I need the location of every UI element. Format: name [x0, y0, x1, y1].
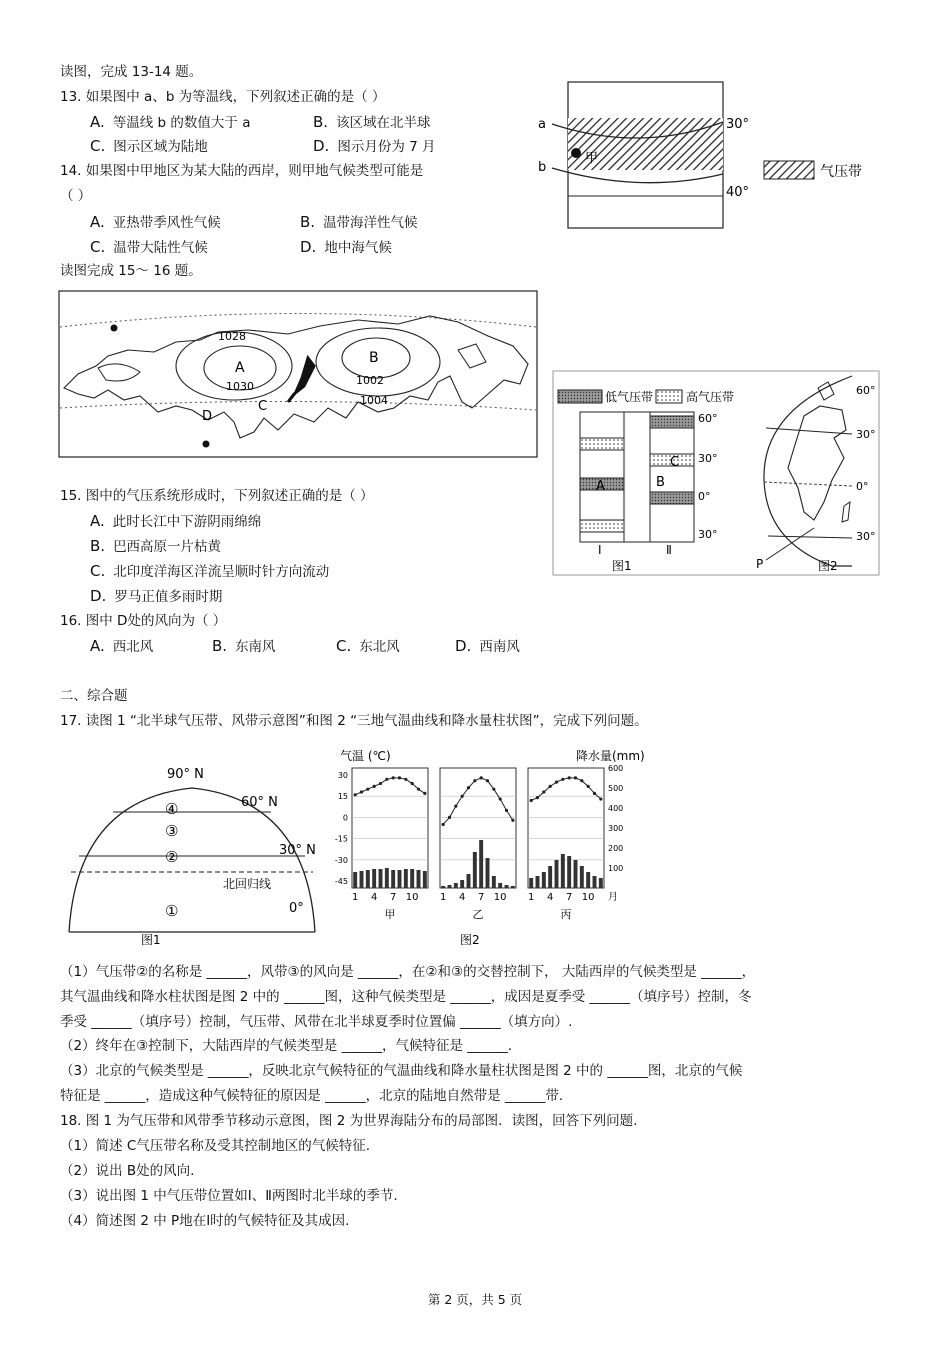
- month-tick-label: 7: [389, 892, 397, 903]
- globe-lat-30s: 30°: [856, 530, 876, 543]
- temperature-point: [417, 788, 420, 791]
- map-label-c: C: [258, 399, 268, 414]
- zone-1: ①: [165, 902, 179, 920]
- month-tick-label: 10: [493, 892, 507, 903]
- intro-13-14: 读图，完成 13-14 题。: [60, 64, 203, 80]
- temperature-point: [454, 805, 457, 808]
- precip-bar: [404, 869, 408, 888]
- temperature-point: [480, 776, 483, 779]
- temperature-point: [599, 797, 602, 800]
- belt-lat-60: 60°: [698, 412, 718, 425]
- lat-30-label-17: 30° N: [279, 843, 316, 858]
- zone-4: ④: [165, 800, 179, 818]
- temperature-point: [536, 796, 539, 799]
- temperature-point: [461, 795, 464, 798]
- q14-stem: 14. 如果图中甲地区为某大陆的西岸，则甲地气候类型可能是: [60, 163, 424, 179]
- precip-bar: [486, 858, 490, 888]
- q17-stem: 17. 读图 1 “北半球气压带、风带示意图”和图 2 “三地气温曲线和降水量柱状图”，完成下列问题。: [60, 713, 648, 729]
- map-label-a: A: [235, 360, 245, 376]
- precip-bar: [511, 886, 515, 888]
- temperature-point: [411, 782, 414, 785]
- q18-item-2: （2）说出 B处的风向.: [60, 1163, 195, 1179]
- q13-stem: 13. 如果图中 a、b 为等温线，下列叙述正确的是（ ）: [60, 89, 386, 105]
- q17-p3-line2: 特征是 ______，造成这种气候特征的原因是 ______，北京的陆地自然带是 ______带.: [60, 1088, 564, 1104]
- section-2-title: 二、综合题: [60, 688, 128, 704]
- precip-bar: [505, 885, 509, 888]
- station-panel: [528, 768, 604, 888]
- month-tick-label: 4: [458, 892, 466, 903]
- temp-tick-label: -15: [334, 834, 348, 844]
- temperature-point: [448, 816, 451, 819]
- intro-15-16: 读图完成 15～ 16 题。: [60, 263, 202, 279]
- precip-bar: [536, 876, 540, 888]
- precip-bar: [498, 883, 502, 888]
- precip-tick-label: 400: [608, 804, 624, 813]
- temperature-point: [373, 785, 376, 788]
- station-label: 甲: [384, 908, 396, 921]
- temperature-point: [511, 819, 514, 822]
- globe-lat-0: 0°: [856, 480, 869, 493]
- globe-lat-30: 30°: [856, 428, 876, 441]
- legend-low-label: 低气压带: [605, 390, 654, 404]
- column-ii-label: Ⅱ: [666, 543, 672, 557]
- temperature-point: [587, 785, 590, 788]
- precip-bar: [473, 852, 477, 888]
- precip-bar: [385, 868, 389, 888]
- temperature-point: [398, 776, 401, 779]
- legend-high-label: 高气压带: [686, 390, 735, 404]
- temperature-point: [492, 788, 495, 791]
- belt-label-a: A: [596, 479, 605, 494]
- belt-lat-30: 30°: [698, 452, 718, 465]
- precip-bar: [353, 872, 357, 888]
- precip-bar: [586, 872, 590, 888]
- precip-bar: [372, 869, 376, 888]
- q14-option-d[interactable]: D. 地中海气候: [300, 238, 392, 256]
- page-number: 第 2 页，共 5 页: [427, 1292, 523, 1307]
- q17-p3-line1: （3）北京的气候类型是 ______，反映北京气候特征的气温曲线和降水量柱状图是图 2 中的 ______图，北京的气候: [60, 1063, 743, 1079]
- lat-30-label: 30°: [726, 117, 750, 132]
- temperature-point: [385, 778, 388, 781]
- precip-tick-label: 300: [608, 824, 624, 833]
- precip-tick-label: 500: [608, 784, 624, 793]
- precip-bar: [360, 871, 364, 888]
- station-label: 丙: [560, 908, 572, 921]
- map-label-d: D: [202, 409, 213, 424]
- q18-item-1: （1）简述 C气压带名称及受其控制地区的气候特征.: [60, 1138, 371, 1154]
- precip-bar: [561, 854, 565, 888]
- city-point-1: [111, 325, 118, 332]
- precip-bar: [391, 870, 395, 888]
- precip-bar: [593, 876, 597, 888]
- q15-option-c[interactable]: C. 北印度洋海区洋流呈顺时针方向流动: [90, 562, 330, 580]
- isobar-label-1028: 1028: [218, 330, 246, 343]
- precip-bar: [410, 869, 414, 888]
- legend-label: 气压带: [820, 164, 862, 180]
- precip-bar: [398, 870, 402, 888]
- temperature-point: [486, 779, 489, 782]
- precip-bar: [529, 878, 533, 888]
- temperature-point: [473, 779, 476, 782]
- jia-point: [571, 148, 581, 158]
- temperature-point: [530, 799, 533, 802]
- precip-bar: [454, 883, 458, 888]
- precip-bar: [567, 856, 571, 888]
- temperature-point: [555, 781, 558, 784]
- belt-label-c: C: [670, 455, 680, 470]
- temperature-point: [580, 779, 583, 782]
- hemisphere-outline: [69, 788, 315, 932]
- q13-option-b[interactable]: B. 该区域在北半球: [313, 113, 431, 131]
- precip-bar: [479, 840, 483, 888]
- label-p: P: [756, 557, 764, 571]
- precip-bar: [460, 880, 464, 888]
- q15-stem: 15. 图中的气压系统形成时，下列叙述正确的是（ ）: [60, 488, 374, 504]
- station-panel: [440, 768, 516, 888]
- temperature-point: [423, 792, 426, 795]
- q14-option-a[interactable]: A. 亚热带季风性气候: [90, 213, 221, 231]
- tropic-label: 北回归线: [223, 877, 272, 891]
- temperature-point: [392, 776, 395, 779]
- q15-option-a[interactable]: A. 此时长江中下游阴雨绵绵: [90, 512, 262, 530]
- temperature-point: [366, 788, 369, 791]
- isobar-label-1004: 1004: [360, 394, 388, 407]
- month-tick-label: 4: [370, 892, 378, 903]
- q18-item-4: （4）简述图 2 中 P地在Ⅰ时的气候特征及其成因.: [60, 1213, 350, 1229]
- lat-60-label: 60° N: [241, 795, 278, 810]
- precip-bar: [548, 866, 552, 888]
- globe-lat-60: 60°: [856, 384, 876, 397]
- temperature-point: [442, 823, 445, 826]
- climate-charts: [330, 740, 655, 948]
- precip-tick-label: 600: [608, 764, 624, 773]
- month-tick-label: 4: [546, 892, 554, 903]
- temperature-point: [561, 778, 564, 781]
- lat-90-label: 90° N: [167, 767, 204, 782]
- legend-high-swatch: [656, 390, 682, 403]
- belt-shift-figure: [552, 370, 880, 576]
- month-tick-label: 1: [527, 892, 535, 903]
- q13-option-d[interactable]: D. 图示月份为 7 月: [313, 137, 436, 155]
- q13-option-a[interactable]: A. 等温线 b 的数值大于 a: [90, 113, 251, 131]
- precip-bar: [448, 885, 452, 888]
- temp-tick-label: 0: [342, 813, 348, 823]
- precip-bar: [574, 860, 578, 888]
- belt-lat-30s: 30°: [698, 528, 718, 541]
- precip-bar: [417, 870, 421, 888]
- temperature-point: [360, 790, 363, 793]
- q14-paren: （ ）: [60, 188, 92, 204]
- month-tick-label: 10: [405, 892, 419, 903]
- pressure-belt-figure: [530, 78, 890, 233]
- temp-tick-label: 30: [337, 771, 348, 781]
- precip-tick-label: 100: [608, 864, 624, 873]
- temp-axis-title: 气温 (℃): [340, 749, 391, 763]
- precip-bar: [441, 886, 445, 888]
- legend-low-swatch: [558, 390, 602, 403]
- asia-pressure-map: [58, 290, 538, 458]
- q18-stem: 18. 图 1 为气压带和风带季节移动示意图，图 2 为世界海陆分布的局部图．读图，回答下列问题.: [60, 1113, 638, 1129]
- figure-2-caption: 图2: [818, 559, 838, 573]
- lat-0-label: 0°: [289, 901, 304, 916]
- month-tick-label: 1: [351, 892, 359, 903]
- month-tick-label: 7: [565, 892, 573, 903]
- q14-option-c[interactable]: C. 温带大陆性气候: [90, 238, 208, 256]
- zone-3: ③: [165, 822, 179, 840]
- q16-option-d[interactable]: D. 西南风: [455, 637, 520, 655]
- city-point-2: [203, 441, 210, 448]
- legend-swatch: [764, 161, 814, 179]
- precip-bar: [542, 872, 546, 888]
- month-tick-label: 1: [439, 892, 447, 903]
- q14-option-b[interactable]: B. 温带海洋性气候: [300, 213, 418, 231]
- column-i-label: Ⅰ: [598, 543, 602, 557]
- q15-option-d[interactable]: D. 罗马正值多雨时期: [90, 587, 223, 605]
- temperature-point: [593, 792, 596, 795]
- belt-lat-0: 0°: [698, 490, 711, 503]
- q16-option-b[interactable]: B. 东南风: [212, 637, 276, 655]
- q17-p2: （2）终年在③控制下，大陆西岸的气候类型是 ______，气候特征是 ______.: [60, 1038, 513, 1054]
- q16-option-a[interactable]: A. 西北风: [90, 637, 154, 655]
- month-tick-label: 7: [477, 892, 485, 903]
- temp-tick-label: -30: [334, 855, 348, 865]
- precip-axis-title: 降水量(mm): [576, 749, 645, 763]
- precip-bar: [492, 876, 496, 888]
- q13-option-c[interactable]: C. 图示区域为陆地: [90, 137, 208, 155]
- precip-tick-label: 200: [608, 844, 624, 853]
- q17-p1-line1: （1）气压带②的名称是 ______，风带③的风向是 ______，在②和③的交替控制下， 大陆西岸的气候类型是 ______，: [60, 964, 756, 980]
- station-label: 乙: [472, 908, 484, 921]
- temp-tick-label: 15: [337, 792, 348, 802]
- temperature-point: [499, 797, 502, 800]
- hemisphere-belt-figure: [57, 740, 327, 948]
- isobar-label-1002: 1002: [356, 374, 384, 387]
- q17-p1-line3: 季受 ______（填序号）控制，气压带、风带在北半球夏季时位置偏 ______（填方向）.: [60, 1014, 573, 1030]
- temperature-point: [542, 790, 545, 793]
- temperature-point: [379, 782, 382, 785]
- isobar-label-1030: 1030: [226, 380, 254, 393]
- zone-2: ②: [165, 848, 179, 866]
- precip-bar: [467, 874, 471, 888]
- figure-1-caption: 图1: [612, 559, 632, 573]
- temperature-point: [549, 785, 552, 788]
- q18-item-3: （3）说出图 1 中气压带位置如Ⅰ、Ⅱ两图时北半球的季节.: [60, 1188, 398, 1204]
- precip-bar: [580, 866, 584, 888]
- q16-option-c[interactable]: C. 东北风: [336, 637, 400, 655]
- q17-p1-line2: 其气温曲线和降水柱状图是图 2 中的 ______图，这种气候类型是 ______，成因是夏季受 ______（填序号）控制，冬: [60, 989, 752, 1005]
- map-label-b: B: [369, 350, 379, 366]
- temp-tick-label: -45: [334, 876, 348, 886]
- q15-option-b[interactable]: B. 巴西高原一片枯黄: [90, 537, 222, 555]
- temperature-point: [574, 776, 577, 779]
- temperature-point: [505, 809, 508, 812]
- month-unit-label: 月: [608, 892, 618, 903]
- precip-bar: [366, 870, 370, 888]
- month-tick-label: 10: [581, 892, 595, 903]
- temperature-point: [404, 778, 407, 781]
- belt-label-b: B: [656, 475, 665, 490]
- temperature-point: [568, 776, 571, 779]
- lat-40-label: 40°: [726, 185, 750, 200]
- precip-bar: [379, 869, 383, 888]
- label-a: a: [538, 117, 546, 132]
- jia-label: 甲: [585, 151, 599, 166]
- precip-bar: [599, 878, 603, 888]
- precip-bar: [555, 860, 559, 888]
- temperature-point: [467, 786, 470, 789]
- q16-stem: 16. 图中 D处的风向为（ ）: [60, 613, 227, 629]
- precip-bar: [423, 871, 427, 888]
- label-b: b: [538, 160, 547, 175]
- figure-17-2-caption: 图2: [460, 933, 480, 947]
- figure-17-1-caption: 图1: [141, 933, 161, 947]
- temperature-point: [354, 793, 357, 796]
